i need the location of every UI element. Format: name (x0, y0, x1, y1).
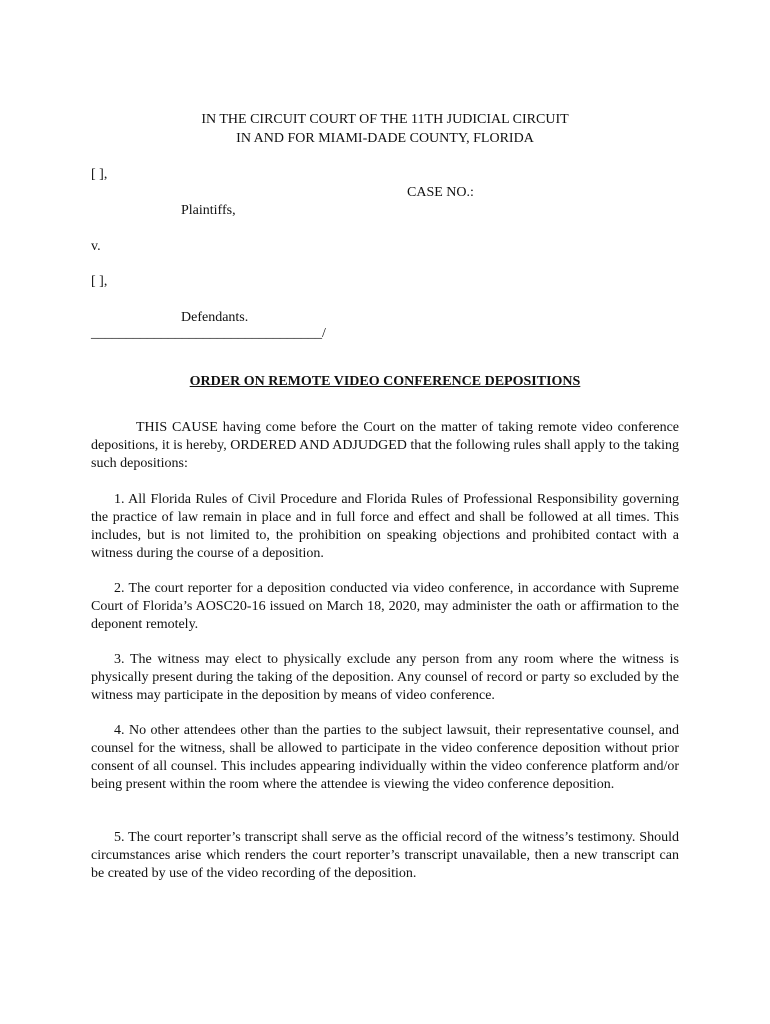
order-paragraph-2: 2. The court reporter for a deposition conducted via video conference, in accordance with Supreme Court of Florida’s AOSC20-16 issued on March 18, 2020, may administer the oath or affirmation to the deponent remotely. (91, 581, 679, 632)
order-intro-paragraph: THIS CAUSE having come before the Court on the matter of taking remote video conference depositions, it is hereby, ORDERED AND ADJUDGED that the following rules shall apply to the taking such depositions: (91, 420, 679, 471)
plaintiffs-label: Plaintiffs, (181, 203, 236, 218)
court-heading-line-1: IN THE CIRCUIT COURT OF THE 11TH JUDICIAL CIRCUIT (201, 112, 569, 127)
order-paragraph-3: 3. The witness may elect to physically exclude any person from any room where the witness is physically present during the taking of the deposition. Any counsel of record or party so excluded by the witness may participate in the deposition by means of video conference. (91, 652, 679, 703)
court-heading-line-2: IN AND FOR MIAMI-DADE COUNTY, FLORIDA (236, 131, 534, 146)
defendant-name-placeholder: [ ], (91, 274, 108, 289)
case-number-label: CASE NO.: (407, 185, 474, 200)
order-title: ORDER ON REMOTE VIDEO CONFERENCE DEPOSITIONS (189, 374, 581, 389)
plaintiff-name-placeholder: [ ], (91, 167, 108, 182)
order-paragraph-5: 5. The court reporter’s transcript shall serve as the official record of the witness’s testimony. Should circumstances arise which renders the court reporter’s transcript unavailable, then a new transcript can be created by use of the video recording of the deposition. (91, 830, 679, 881)
versus-label: v. (91, 239, 101, 254)
order-paragraph-1: 1. All Florida Rules of Civil Procedure and Florida Rules of Professional Responsibility governing the practice of law remain in place and in full force and effect and shall be followed at all times. This includes, but is not limited to, the prohibition on speaking objections and prohibited contact with a witness during the course of a deposition. (91, 492, 679, 561)
caption-signature-rule: _________________________________/ (91, 326, 326, 341)
defendants-label: Defendants. (181, 310, 249, 325)
order-paragraph-4: 4. No other attendees other than the parties to the subject lawsuit, their representative counsel, and counsel for the witness, shall be allowed to participate in the video conference deposition without prior consent of all counsel. This includes appearing individually within the video conference platform and/or being present within the room where the attendee is viewing the video conference deposition. (91, 723, 679, 792)
